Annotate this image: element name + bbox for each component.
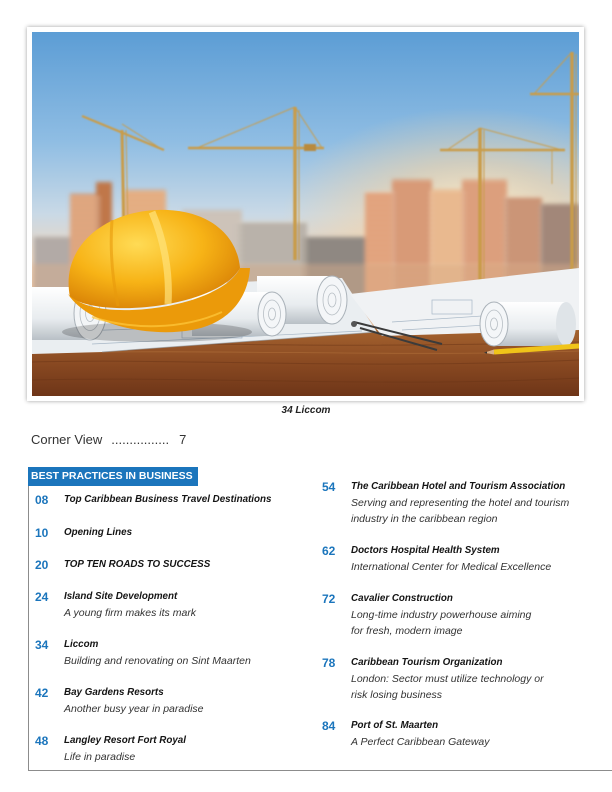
entry-text [64, 525, 293, 541]
page-number: 10 [35, 526, 49, 540]
page-number: 34 [35, 638, 49, 652]
entry-title: Langley Resort Fort Royal [64, 735, 186, 746]
toc-entry[interactable] [35, 733, 293, 765]
entry-text [351, 543, 580, 575]
page-number: 20 [35, 558, 49, 572]
toc-entry[interactable] [35, 492, 293, 508]
page-number: 48 [35, 734, 49, 748]
corner-view-entry[interactable] [31, 431, 186, 449]
dot-leader: ................ [111, 432, 170, 447]
entry-text [351, 718, 580, 750]
feature-photo-frame [27, 27, 584, 401]
page-number: 62 [322, 544, 336, 558]
entry-subtitle: Life in paradise [64, 751, 136, 763]
corner-view-page-number: 7 [179, 432, 187, 447]
entry-title: Opening Lines [64, 527, 133, 538]
toc-entry[interactable] [322, 543, 580, 575]
entry-title: Caribbean Tourism Organization [351, 657, 503, 668]
entry-text [351, 591, 580, 639]
page-number: 08 [35, 493, 49, 507]
feature-photo [32, 32, 579, 396]
entry-title: Top Caribbean Business Travel Destinations [64, 494, 272, 505]
entry-title: TOP TEN ROADS TO SUCCESS [64, 559, 211, 570]
entry-subtitle: International Center for Medical Excellence [351, 561, 552, 573]
entry-subtitle: A young firm makes its mark [64, 607, 197, 619]
column-divider-left [28, 486, 29, 771]
entry-subtitle: for fresh, modern image [351, 625, 463, 637]
toc-entry[interactable] [322, 718, 580, 750]
entry-title: Bay Gardens Resorts [64, 687, 164, 698]
entry-text [64, 733, 293, 765]
entry-subtitle: A Perfect Caribbean Gateway [351, 736, 490, 748]
toc-entry[interactable] [322, 479, 580, 527]
entry-title: Island Site Development [64, 591, 178, 602]
page-bottom-rule [28, 770, 612, 771]
page-number: 24 [35, 590, 49, 604]
toc-entry[interactable] [322, 591, 580, 639]
toc-entry[interactable] [35, 589, 293, 621]
toc-entry[interactable] [35, 685, 293, 717]
entry-subtitle: risk losing business [351, 689, 443, 701]
toc-entry[interactable] [35, 637, 293, 669]
entry-subtitle: Long-time industry powerhouse aiming [351, 609, 532, 621]
entry-text [351, 479, 580, 527]
entry-title: Port of St. Maarten [351, 720, 439, 731]
page-number: 54 [322, 480, 336, 494]
entry-title: Doctors Hospital Health System [351, 545, 500, 556]
entry-subtitle: Serving and representing the hotel and tourism [351, 497, 570, 509]
photo-caption: 34 Liccom [281, 405, 331, 416]
toc-entry[interactable] [35, 557, 293, 573]
entry-subtitle: industry in the caribbean region [351, 513, 498, 525]
page-number: 84 [322, 719, 336, 733]
entry-title: Liccom [64, 639, 99, 650]
toc-entry[interactable] [322, 655, 580, 703]
entry-text [64, 637, 293, 669]
entry-subtitle: Building and renovating on Sint Maarten [64, 655, 251, 667]
entry-title: The Caribbean Hotel and Tourism Association [351, 481, 566, 492]
entry-text [64, 492, 293, 508]
entry-text [64, 557, 293, 573]
entry-text [351, 655, 580, 703]
corner-view-label: Corner View [31, 432, 103, 447]
entry-subtitle: London: Sector must utilize technology or [351, 673, 544, 685]
page-number: 72 [322, 592, 336, 606]
toc-entry[interactable] [35, 525, 293, 541]
page-number: 42 [35, 686, 49, 700]
entry-text [64, 685, 293, 717]
entry-title: Cavalier Construction [351, 593, 453, 604]
page-number: 78 [322, 656, 336, 670]
section-header: BEST PRACTICES IN BUSINESS [28, 467, 198, 486]
entry-text [64, 589, 293, 621]
entry-subtitle: Another busy year in paradise [64, 703, 204, 715]
blueprint-roll-right [480, 302, 576, 346]
